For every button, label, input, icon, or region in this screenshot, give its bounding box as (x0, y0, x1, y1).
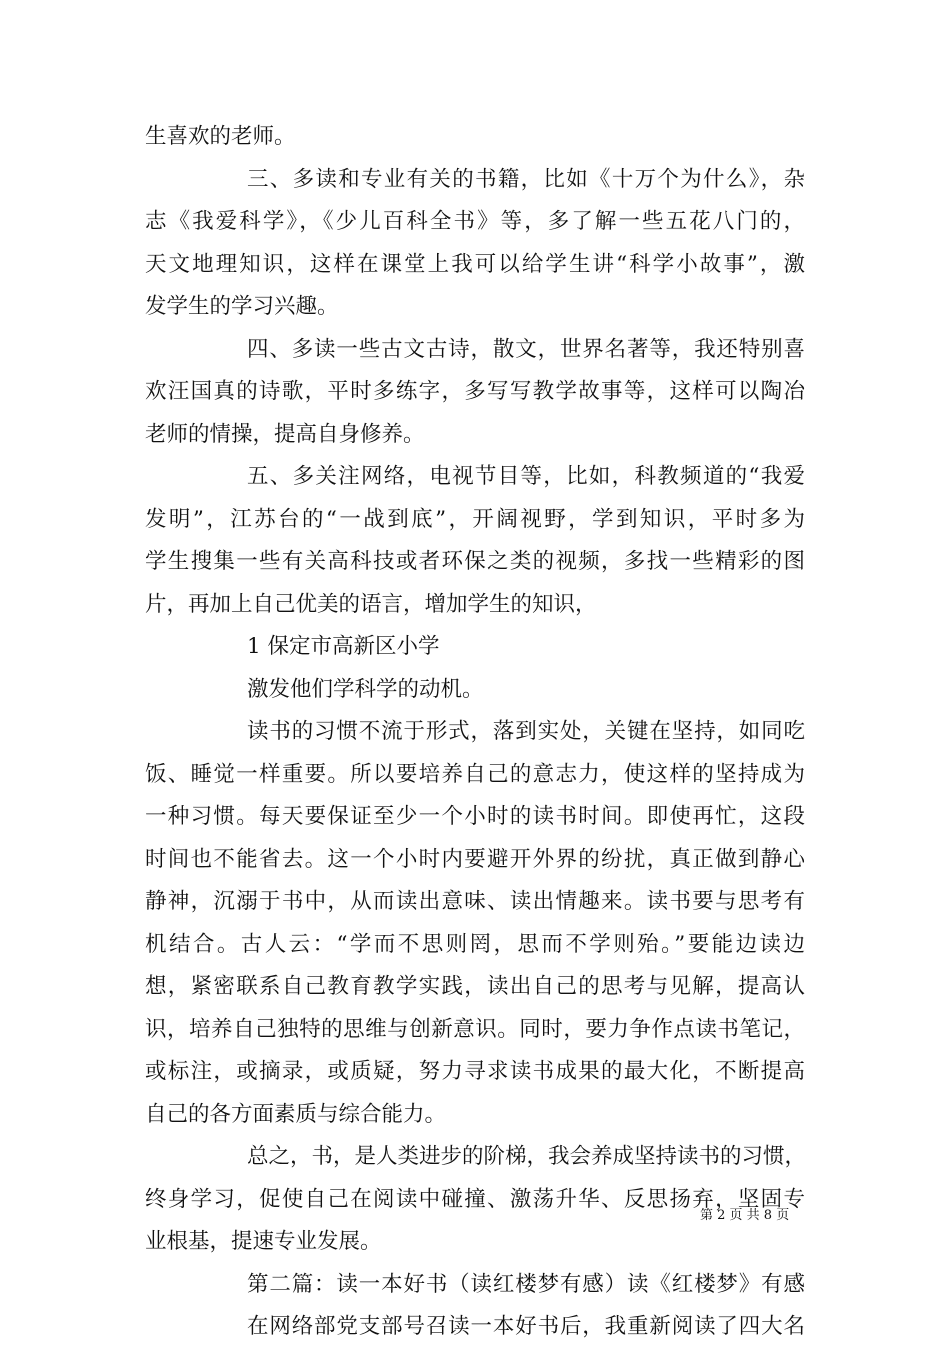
section-heading: 第二篇：读一本好书（读红楼梦有感）读《红楼梦》有感 (247, 1271, 805, 1297)
text-line: 读书的习惯不流于形式，落到实处，关键在坚持，如同吃 (247, 719, 805, 744)
text-line: 总之，书，是人类进步的阶梯，我会养成坚持读书的习惯， (247, 1144, 807, 1169)
text-line: 志《我爱科学》，《少儿百科全书》等，多了解一些五花八门的， (145, 209, 805, 234)
text-line: 静神，沉溺于书中，从而读出意味、读出情趣来。读书要与思考有 (145, 889, 805, 914)
text-line: 想，紧密联系自己教育教学实践，读出自己的思考与见解，提高认 (145, 974, 805, 999)
text-line: 一种习惯。每天要保证至少一个小时的读书时间。即使再忙，这段 (145, 804, 805, 829)
body-text (145, 116, 805, 1349)
text-line: 识，培养自己独特的思维与创新意识。同时，要力争作点读书笔记， (145, 1016, 805, 1042)
text-line: 激发他们学科学的动机。 (247, 676, 484, 702)
text-line: 时间也不能省去。这一个小时内要避开外界的纷扰，真正做到静心 (145, 846, 805, 872)
text-line: 饭、睡觉一样重要。所以要培养自己的意志力，使这样的坚持成为 (145, 761, 805, 787)
text-line: 老师的情操，提高自身修养。 (145, 421, 425, 447)
text-line: 自己的各方面素质与综合能力。 (145, 1101, 447, 1127)
text-line: 发明”，江苏台的“一战到底”，开阔视野，学到知识，平时多为 (145, 506, 805, 532)
text-line: 四、多读一些古文古诗，散文，世界名著等，我还特别喜 (247, 336, 805, 362)
text-line: 天文地理知识，这样在课堂上我可以给学生讲“科学小故事”，激 (145, 251, 805, 277)
text-line: 欢汪国真的诗歌，平时多练字，多写写教学故事等，这样可以陶冶 (145, 379, 805, 404)
text-line: 发学生的学习兴趣。 (145, 294, 339, 319)
text-line: 机结合。古人云：“学而不思则罔，思而不学则殆。”要能边读边 (145, 931, 805, 957)
text-line: 五、多关注网络，电视节目等，比如，科教频道的“我爱 (247, 464, 805, 489)
text-line: 生喜欢的老师。 (145, 124, 296, 149)
text-line: 三、多读和专业有关的书籍，比如《十万个为什么》，杂 (247, 166, 805, 192)
text-line: 片，再加上自己优美的语言，增加学生的知识， (145, 591, 597, 617)
text-line: 或标注，或摘录，或质疑，努力寻求读书成果的最大化，不断提高 (145, 1059, 805, 1084)
text-line: 业根基，提速专业发展。 (145, 1229, 382, 1254)
text-line: 在网络部党支部号召读一本好书后，我重新阅读了四大名 (247, 1314, 805, 1339)
text-line: 终身学习，促使自己在阅读中碰撞、激荡升华、反思扬弃，坚固专 (145, 1186, 805, 1212)
page-number-footer: 第 2 页 共 8 页 (700, 1208, 790, 1223)
text-line: 1 保定市高新区小学 (247, 634, 440, 659)
text-line: 学生搜集一些有关高科技或者环保之类的视频，多找一些精彩的图 (145, 549, 805, 574)
